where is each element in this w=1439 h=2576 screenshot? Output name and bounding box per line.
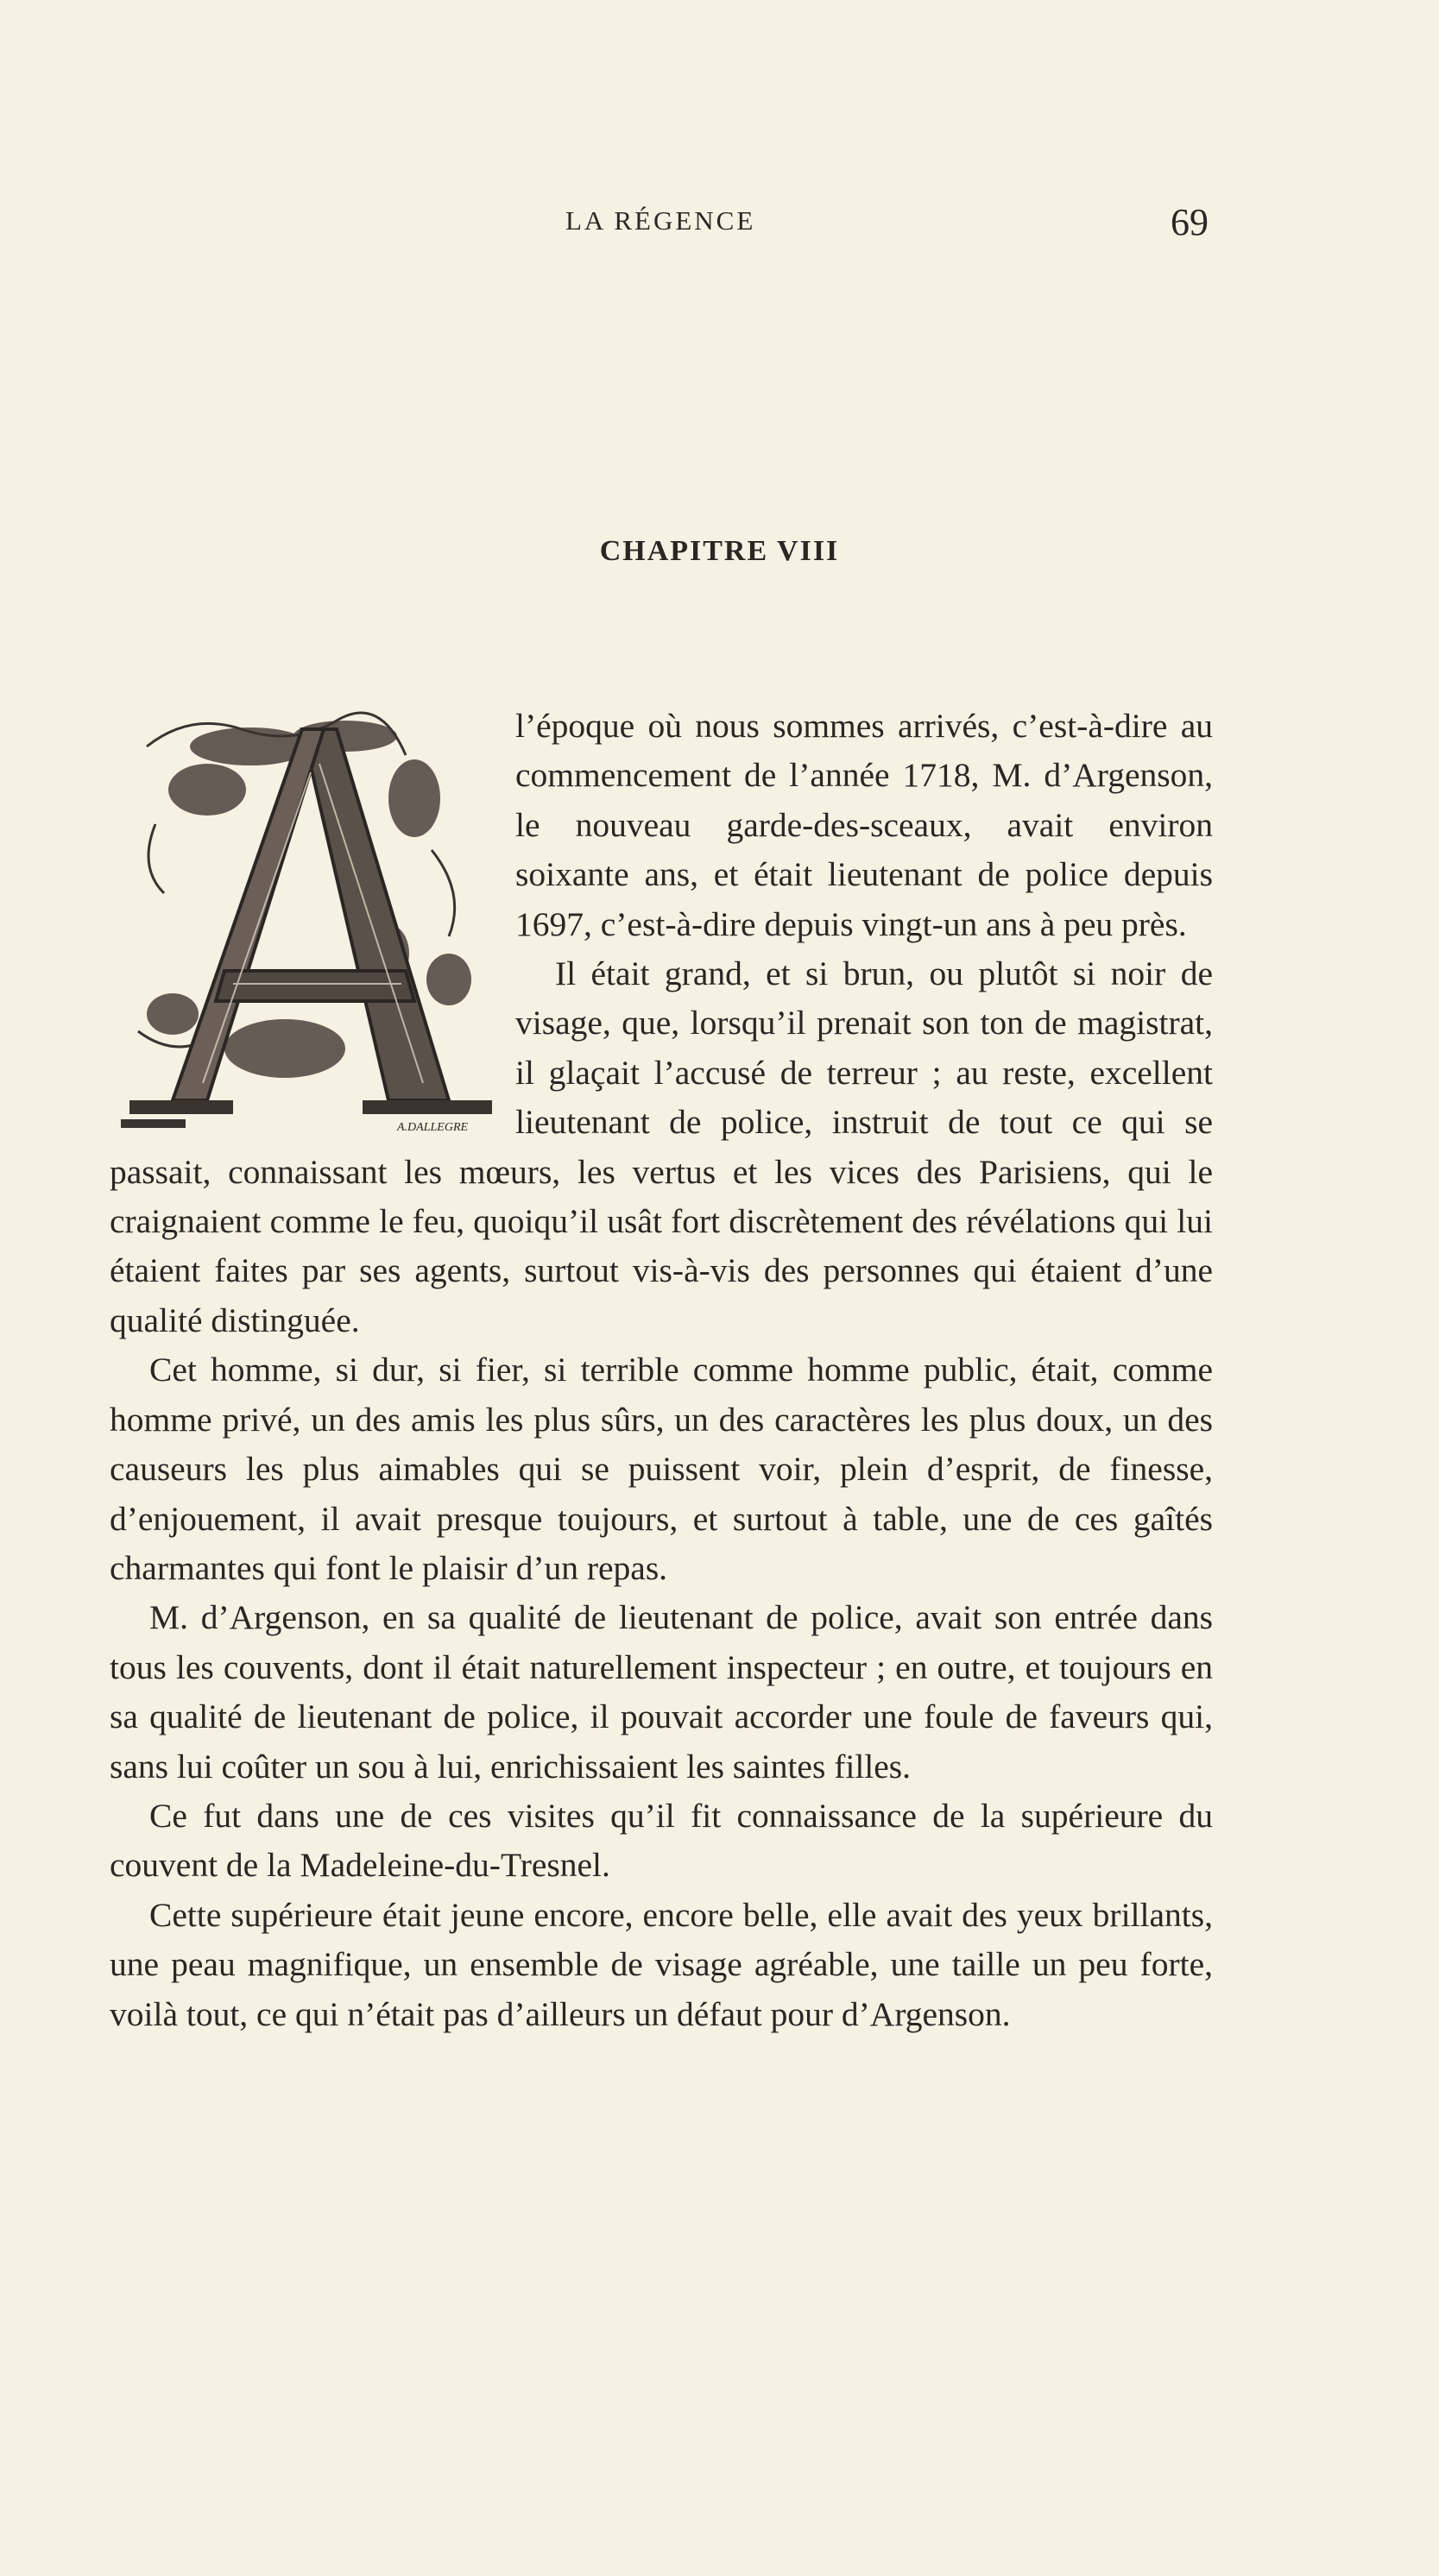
chapter-title: CHAPITRE VIII [599,535,840,567]
paragraph-4: M. d’Argenson, en sa qualité de lieutenant de police, avait son entrée dans tous les couvents, dont il était naturellement inspecteur ; en outre, et toujours en sa qualité de lieutenant de police, il pouvait accorder une foule de faveurs qui, sans lui coûter un sou à lui, enrichissaient les saintes filles. [110,1598,1213,1786]
dropcap-space [110,702,515,1142]
paragraph-3: Cet homme, si dur, si fier, si terrible comme homme public, était, comme homme privé, un des amis les plus sûrs, un des caractères les plus doux, un des causeurs les plus aimables qui se puissent voir, plein d’esprit, de finesse, d’enjouement, il avait presque toujours, et surtout à table, une de ces gaîtés charmantes qui font le plaisir d’un repas. [110,1351,1213,1587]
paragraph-2: Il était grand, et si brun, ou plutôt si noir de visage, que, lorsqu’il prenait son ton de magistrat, il glaçait l’accusé de terreur ; au reste, excellent lieutenant de police, instruit de tout ce qui se passait, connaissant les mœurs, les vertus et les vices des Parisiens, qui le craignaient comme le feu, quoiqu’il usât fort discrètement des révélations qui lui étaient faites par ses agents, surtout vis-à-vis des personnes qui étaient d’une qualité distinguée. [110,954,1213,1339]
paragraph-5: Ce fut dans une de ces visites qu’il fit connaissance de la supérieure du couvent de la Madeleine-du-Tresnel. [110,1796,1213,1885]
page-number: 69 [1171,201,1209,243]
chapter-body [110,702,1213,2039]
paragraph-1: l’époque où nous sommes arrivés, c’est-à-dire au commencement de l’année 1718, M. d’Argenson, le nouveau garde-des-sceaux, avait environ soixante ans, et était lieutenant de police depuis 1697, c’est-à-dire depuis vingt-un ans à peu près. [515,707,1213,943]
engraver-signature: A.DALLEGRE [397,1121,469,1134]
paragraph-6: Cette supérieure était jeune encore, encore belle, elle avait des yeux brillants, une peau magnifique, un ensemble de visage agréable, une taille un peu forte, voilà tout, ce qui n’était pas d’ailleurs un défaut pour d’Argenson. [110,1895,1213,2033]
running-title: LA RÉGENCE [565,205,756,236]
running-head [0,200,1439,252]
